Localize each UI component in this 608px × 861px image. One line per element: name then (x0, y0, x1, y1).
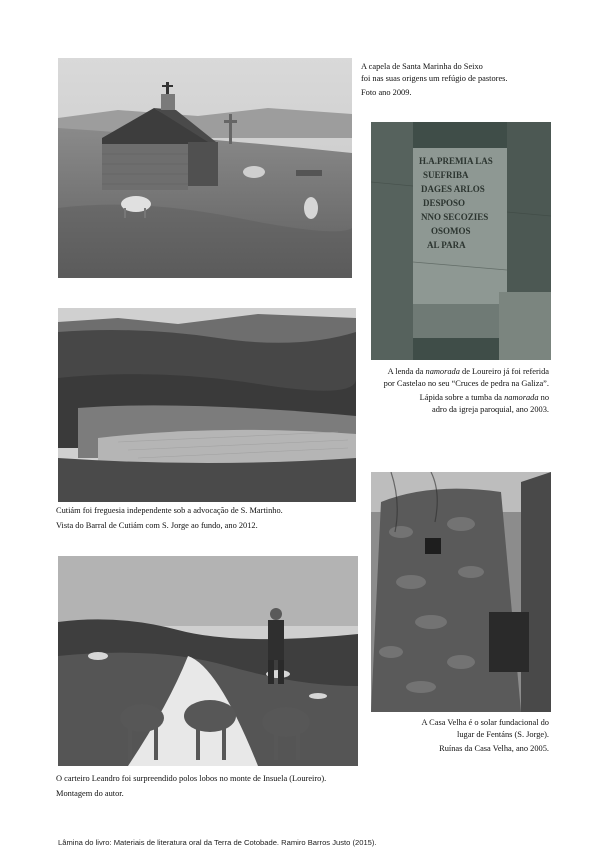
caption-line: A capela de Santa Marinha do Seixo (361, 62, 483, 71)
caption-line: Lápida sobre a tumba da namorada no (419, 393, 549, 402)
caption-line: lugar de Fentáns (S. Jorge). (457, 729, 549, 739)
caption-line: foi nas suas origens um refúgio de pastores. (361, 73, 508, 83)
svg-text:NNO SECOZIES: NNO SECOZIES (421, 212, 489, 222)
svg-text:H.A.PREMIA LAS: H.A.PREMIA LAS (419, 156, 493, 166)
caption-line: adro da igreja paroquial, ano 2003. (432, 404, 549, 414)
caption-line: Cutiám foi freguesia independente sob a advocação de S. Martinho. (56, 506, 283, 515)
svg-text:OSOMOS: OSOMOS (431, 226, 471, 236)
ruins-caption (361, 717, 549, 755)
caption-line: por Castelao no seu “Cruces de pedra na Galiza”. (383, 378, 549, 388)
caption-line: A lenda da namorada de Loureiro já foi referida (387, 367, 549, 376)
caption-line: Montagem do autor. (56, 788, 124, 798)
page-footer: Lâmina do livro: Materiais de literatura oral da Terra de Cotobade. Ramiro Barros Justo (2015). (58, 838, 377, 847)
tombstone-caption (361, 366, 549, 415)
chapel-caption (361, 61, 508, 99)
valley-photo (58, 308, 356, 502)
caption-line: O carteiro Leandro foi surpreendido polos lobos no monte de Insuela (Loureiro). (56, 774, 327, 783)
svg-text:AL PARA: AL PARA (427, 240, 466, 250)
valley-caption (56, 505, 283, 531)
caption-line: Vista do Barral de Cutiám com S. Jorge ao fundo, ano 2012. (56, 520, 258, 530)
wolves-caption (56, 773, 326, 799)
svg-text:DAGES ARLOS: DAGES ARLOS (421, 184, 485, 194)
wolves-photo (58, 556, 358, 766)
tombstone-photo (371, 122, 551, 360)
caption-line: A Casa Velha é o solar fundacional do (421, 718, 549, 727)
svg-text:DESPOSO: DESPOSO (423, 198, 466, 208)
svg-text:SUEFRIBA: SUEFRIBA (423, 170, 469, 180)
caption-line: Ruínas da Casa Velha, ano 2005. (439, 744, 549, 753)
ruins-photo (371, 472, 551, 712)
chapel-photo (58, 58, 352, 278)
caption-line: Foto ano 2009. (361, 88, 412, 97)
